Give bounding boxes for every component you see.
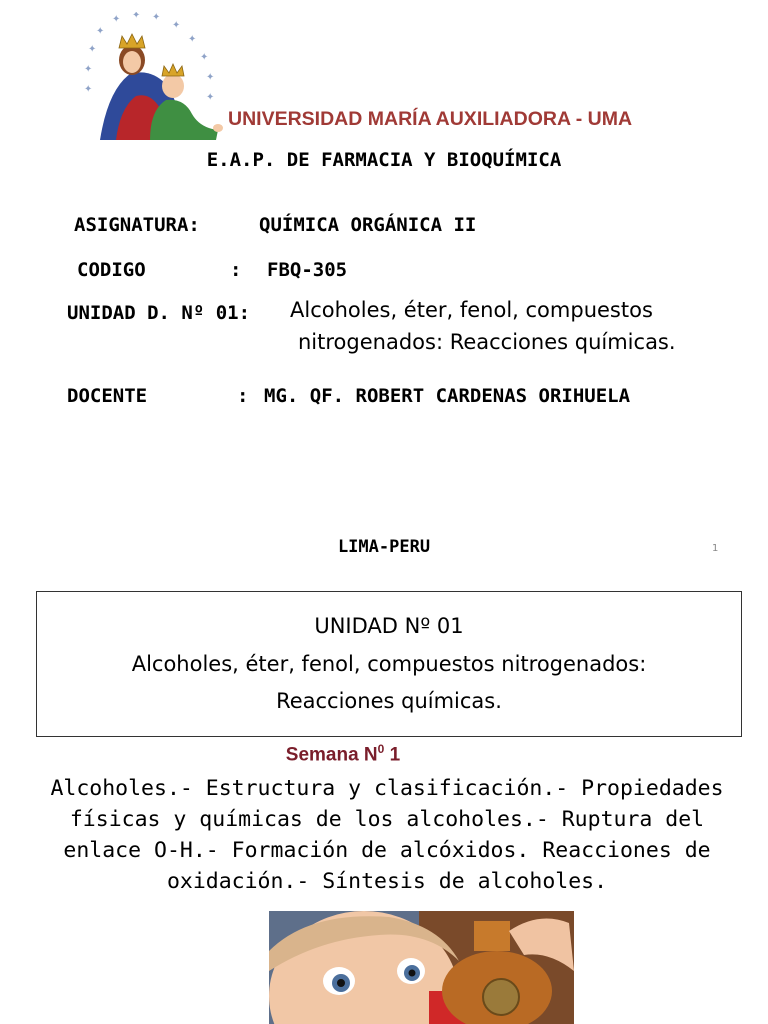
svg-text:✦: ✦ [206, 72, 215, 83]
asignatura-value: QUÍMICA ORGÁNICA II [259, 214, 477, 236]
codigo-label: CODIGO [77, 259, 146, 281]
description-line: oxidación.- Síntesis de alcoholes. [166, 869, 608, 894]
svg-text:✦: ✦ [200, 52, 209, 63]
university-logo [80, 12, 225, 142]
unit-box-line2: Reacciones químicas. [276, 689, 502, 713]
svg-text:✦: ✦ [112, 14, 121, 25]
school-name: E.A.P. DE FARMACIA Y BIOQUÍMICA [206, 149, 562, 171]
docente-separator: : [237, 385, 249, 407]
svg-text:✦: ✦ [188, 34, 197, 45]
semana-label: Semana N [285, 744, 378, 766]
svg-text:✦: ✦ [84, 84, 93, 95]
semana-number: 1 [384, 744, 401, 766]
svg-text:✦: ✦ [88, 44, 97, 55]
unit-box-title: UNIDAD Nº 01 [314, 614, 464, 638]
svg-text:✦: ✦ [172, 20, 181, 31]
codigo-separator: : [230, 259, 242, 281]
unidad-label: UNIDAD D. Nº 01: [67, 302, 251, 324]
unidad-title-line1: Alcoholes, éter, fenol, compuestos [290, 298, 653, 322]
city-label: LIMA-PERU [337, 537, 431, 557]
unit-box [36, 591, 742, 737]
svg-text:✦: ✦ [96, 26, 105, 37]
description-line: físicas y químicas de los alcoholes.- Ruptura del [69, 807, 705, 832]
docente-label: DOCENTE [67, 385, 148, 407]
docente-value: MG. QF. ROBERT CARDENAS ORIHUELA [264, 385, 631, 407]
unidad-title-line2: nitrogenados: Reacciones químicas. [298, 330, 676, 354]
university-name: UNIVERSIDAD MARÍA AUXILIADORA - UMA [228, 108, 633, 130]
description-line: Alcoholes.- Estructura y clasificación.- Propiedades [50, 776, 724, 801]
description-line: enlace O-H.- Formación de alcóxidos. Reacciones de [63, 838, 711, 863]
baby-bottle-photo [269, 911, 574, 1024]
semana-superscript: 0 [377, 742, 385, 756]
semana-heading [0, 742, 686, 766]
asignatura-label: ASIGNATURA: [74, 214, 200, 236]
codigo-value: FBQ-305 [267, 259, 348, 281]
svg-text:✦: ✦ [152, 12, 161, 23]
svg-text:✦: ✦ [84, 64, 93, 75]
svg-text:✦: ✦ [206, 92, 215, 103]
week-description [40, 773, 734, 897]
page-number: 1 [712, 543, 719, 554]
unit-box-line1: Alcoholes, éter, fenol, compuestos nitrogenados: [131, 652, 647, 676]
svg-text:✦: ✦ [132, 12, 141, 21]
